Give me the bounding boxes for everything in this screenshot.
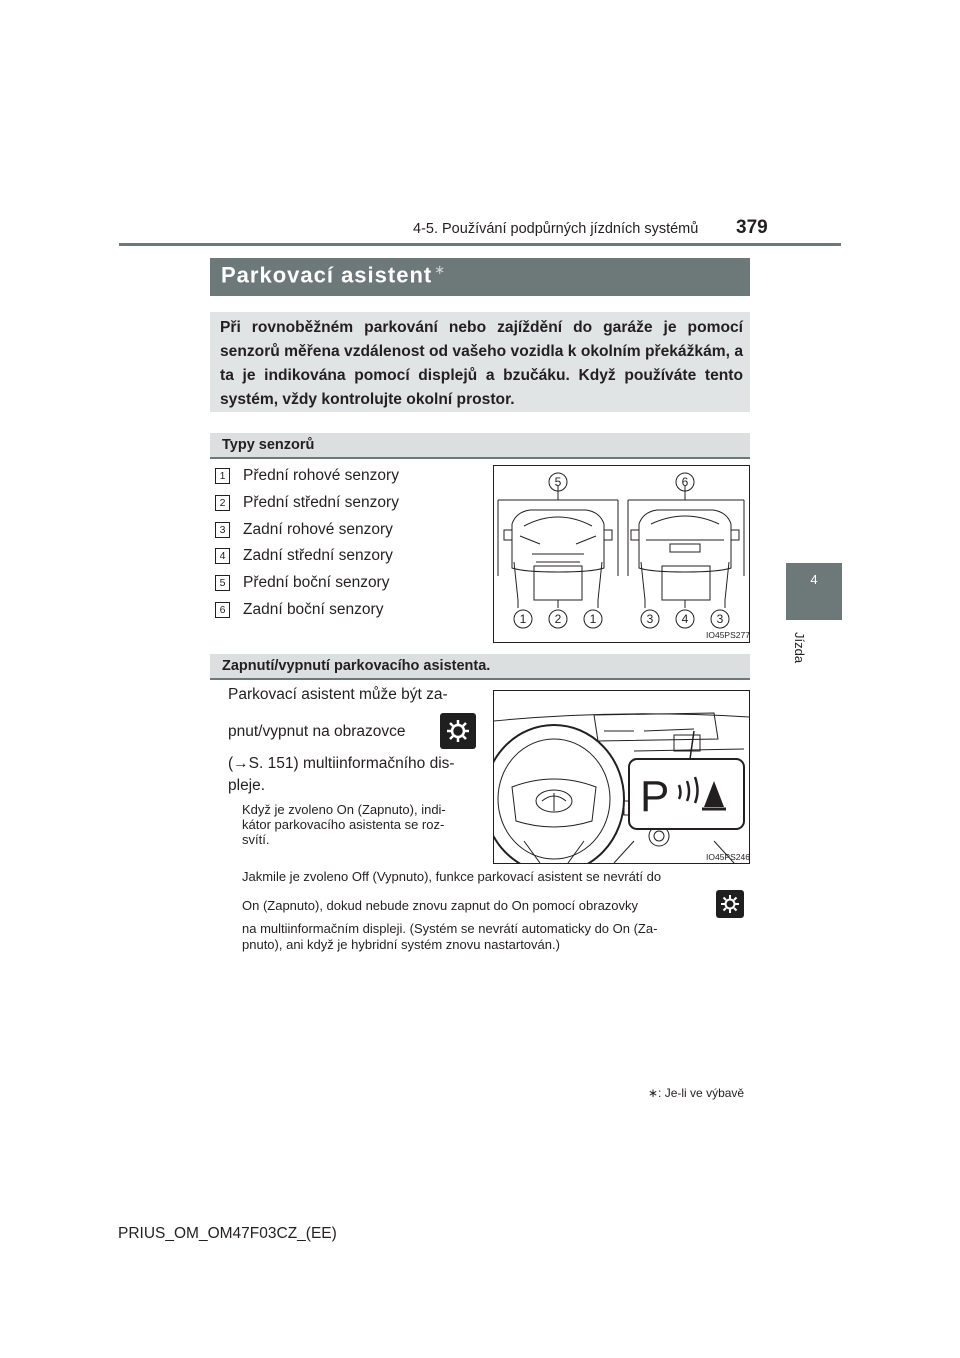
sensor-list <box>215 463 399 623</box>
optional-equipment-mark: ∗ <box>434 262 447 277</box>
callout-2: 2 <box>554 612 562 626</box>
toggle-text-line1: Parkovací asistent může být za- <box>228 686 448 703</box>
callout-6: 6 <box>681 475 689 489</box>
figure-code: IO45PS277 <box>706 630 749 640</box>
page-title-text: Parkovací asistent <box>221 262 433 288</box>
toggle-text-line3: (→S. 151) multiinformačního dis- <box>228 755 455 772</box>
dashboard-diagram <box>494 691 749 863</box>
note-off-line4: pnuto), ani když je hybridní systém znovu nastartován.) <box>242 937 560 952</box>
note-on-line3: svítí. <box>242 832 270 847</box>
list-item <box>215 463 399 490</box>
callout-1a: 1 <box>519 612 527 626</box>
settings-gear-icon <box>440 713 476 749</box>
figure-code: IO45PS246 <box>706 852 749 862</box>
toggle-text-line2: pnut/vypnut na obrazovce <box>228 723 406 740</box>
sensor-diagram <box>494 466 749 642</box>
item-label: Zadní střední senzory <box>243 547 393 565</box>
chapter-label: Jízda <box>792 632 807 664</box>
callout-1b: 1 <box>589 612 597 626</box>
note-on-line1: Když je zvoleno On (Zapnuto), indi- <box>242 802 446 817</box>
footer-doc-code: PRIUS_OM_OM47F03CZ_(EE) <box>118 1225 337 1242</box>
page-number: 379 <box>736 217 768 238</box>
footnote: ∗: Je-li ve výbavě <box>648 1086 745 1100</box>
item-label: Zadní rohové senzory <box>243 520 393 538</box>
chapter-number: 4 <box>810 572 818 587</box>
list-item <box>215 516 399 543</box>
toggle-text-line4: pleje. <box>228 777 266 794</box>
settings-gear-icon <box>716 890 744 918</box>
item-label: Přední střední senzory <box>243 494 399 512</box>
note-off-line1: Jakmile je zvoleno Off (Vypnuto), funkce parkovací asistent se nevrátí do <box>242 869 662 884</box>
dashboard-figure <box>493 690 750 864</box>
item-number: 4 <box>215 548 230 564</box>
list-item <box>215 596 399 623</box>
list-item <box>215 570 399 597</box>
page-title <box>221 262 446 288</box>
item-number: 3 <box>215 522 230 538</box>
item-label: Zadní boční senzory <box>243 600 384 618</box>
item-number: 6 <box>215 602 230 618</box>
note-on-line2: kátor parkovacího asistenta se roz- <box>242 817 445 832</box>
note-off-line2: On (Zapnuto), dokud nebude znovu zapnut do On pomocí obrazovky <box>242 898 639 913</box>
header-rule <box>119 243 841 246</box>
item-number: 2 <box>215 495 230 511</box>
callout-3a: 3 <box>646 612 654 626</box>
callout-4: 4 <box>681 612 689 626</box>
item-number: 5 <box>215 575 230 591</box>
list-item <box>215 543 399 570</box>
list-item <box>215 490 399 517</box>
item-label: Přední boční senzory <box>243 574 390 592</box>
callout-5: 5 <box>554 475 562 489</box>
toggle-heading: Zapnutí/vypnutí parkovacího asistenta. <box>222 658 491 674</box>
sensors-heading: Typy senzorů <box>222 437 315 453</box>
section-title: 4-5. Používání podpůrných jízdních systémů <box>413 221 699 237</box>
callout-3b: 3 <box>716 612 724 626</box>
item-number: 1 <box>215 468 230 484</box>
intro-text: Při rovnoběžném parkování nebo zajíždění do garáže je pomocí senzorů měřena vzdálenost od vašeho vozidla k okolním překážkám, a ta je indikována pomocí displejů a bzučáku. Když používáte tento systém, vždy kontrolujte okolní prostor. <box>220 319 743 408</box>
parking-indicator-letter: P <box>640 772 670 821</box>
note-off-line3: na multiinformačním displeji. (Systém se nevrátí automaticky do On (Za- <box>242 921 658 936</box>
item-label: Přední rohové senzory <box>243 467 399 485</box>
sensor-figure <box>493 465 750 643</box>
